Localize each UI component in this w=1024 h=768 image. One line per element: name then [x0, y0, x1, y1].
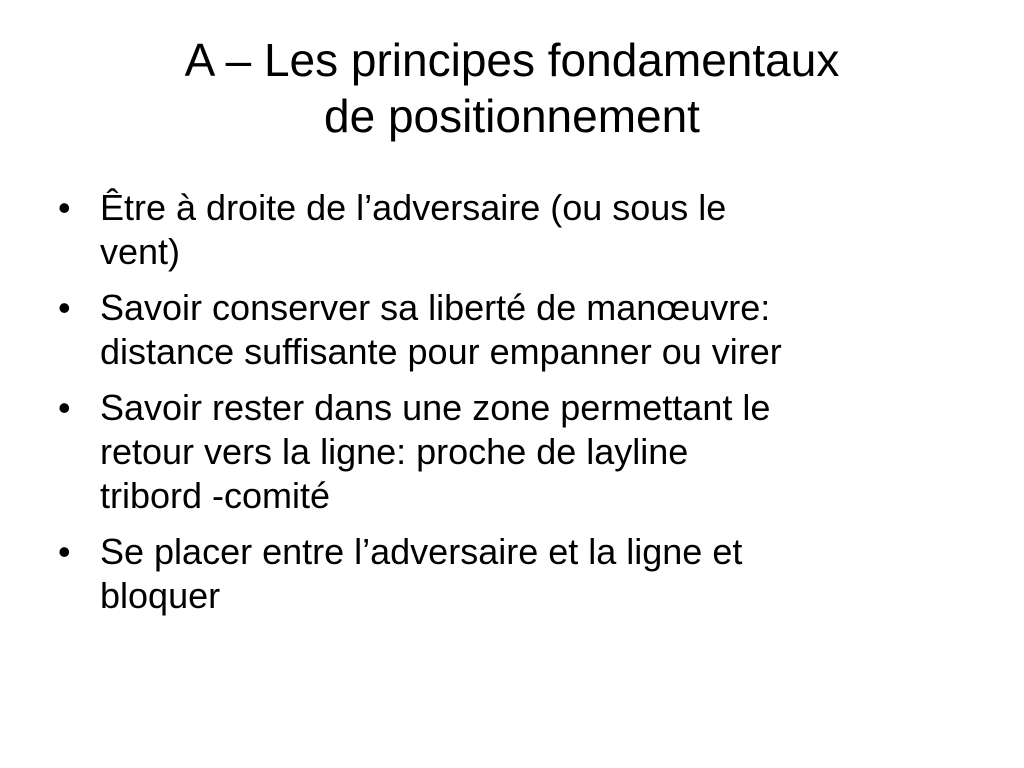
bullet-2-line-2: distance suffisante pour empanner ou virer — [100, 331, 782, 372]
bullet-dot-icon: • — [58, 187, 71, 228]
bullet-2-line-1: Savoir conserver sa liberté de manœuvre: — [100, 287, 771, 328]
bullet-3-line-2: retour vers la ligne: proche de layline — [100, 431, 689, 472]
bullet-dot-icon: • — [58, 387, 71, 428]
slide-title — [60, 32, 964, 144]
bullet-4-line-1: Se placer entre l’adversaire et la ligne et — [100, 531, 743, 572]
bullet-1-line-2: vent) — [100, 231, 181, 272]
bullet-4-line-2: bloquer — [100, 575, 221, 616]
bullet-item-1 — [58, 186, 978, 274]
bullet-1-line-1: Être à droite de l’adversaire (ou sous le — [100, 187, 727, 228]
bullet-item-3 — [58, 386, 978, 518]
bullet-item-4 — [58, 530, 978, 618]
bullet-dot-icon: • — [58, 531, 71, 572]
bullet-3-line-3: tribord -comité — [100, 475, 331, 516]
bullet-list — [58, 186, 978, 630]
bullet-3-line-1: Savoir rester dans une zone permettant le — [100, 387, 771, 428]
slide-title-line-1: A – Les principes fondamentaux — [184, 34, 840, 86]
bullet-dot-icon: • — [58, 287, 71, 328]
slide-title-line-2: de positionnement — [324, 90, 700, 142]
bullet-item-2 — [58, 286, 978, 374]
